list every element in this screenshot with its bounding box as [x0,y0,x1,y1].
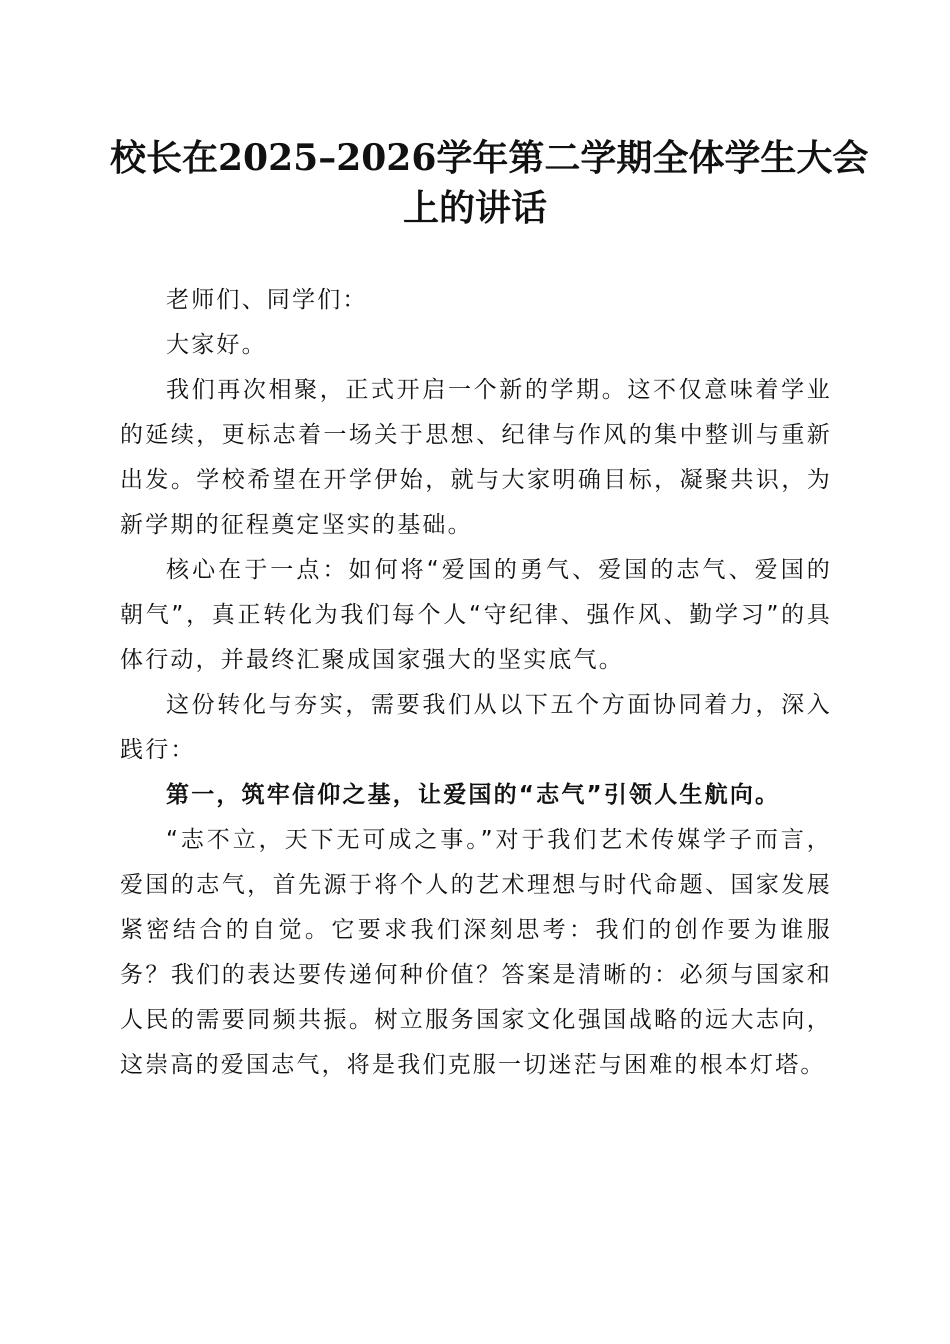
paragraph-core: 核心在于一点：如何将“爱国的勇气、爱国的志气、爱国的朝气”，真正转化为我们每个人“守纪律、强作风、勤学习”的具体行动，并最终汇聚成国家强大的坚实底气。 [120,557,832,673]
section-heading-first: 第一，筑牢信仰之基，让爱国的“志气”引领人生航向。 [166,782,781,808]
paragraph-first-section: “志不立，天下无可成之事。”对于我们艺术传媒学子而言，爱国的志气，首先源于将个人的艺术理想与时代命题、国家发展紧密结合的自觉。它要求我们深刻思考：我们的创作要为谁服务？我们的表达要传递何种价值？答案是清晰的：必须与国家和人民的需要同频共振。树立服务国家文化强国战略的远大志向，这崇高的爱国志气，将是我们克服一切迷茫与困难的根本灯塔。 [120,827,832,1078]
speech-body [120,278,832,1088]
title-line-1: 校长在2025–2026学年第二学期全体学生大会 [110,137,869,179]
title-line-2: 上的讲话 [402,187,547,229]
paragraph-intro: 我们再次相聚，正式开启一个新的学期。这不仅意味着学业的延续，更标志着一场关于思想、纪律与作风的集中整训与重新出发。学校希望在开学伊始，就与大家明确目标，凝聚共识，为新学期的征程奠定坚实的基础。 [120,377,832,538]
page-title [110,133,869,233]
paragraph-five-aspects: 这份转化与夯实，需要我们从以下五个方面协同着力，深入践行： [120,692,832,763]
salutation: 老师们、同学们： [166,287,368,313]
greeting: 大家好。 [166,332,267,358]
